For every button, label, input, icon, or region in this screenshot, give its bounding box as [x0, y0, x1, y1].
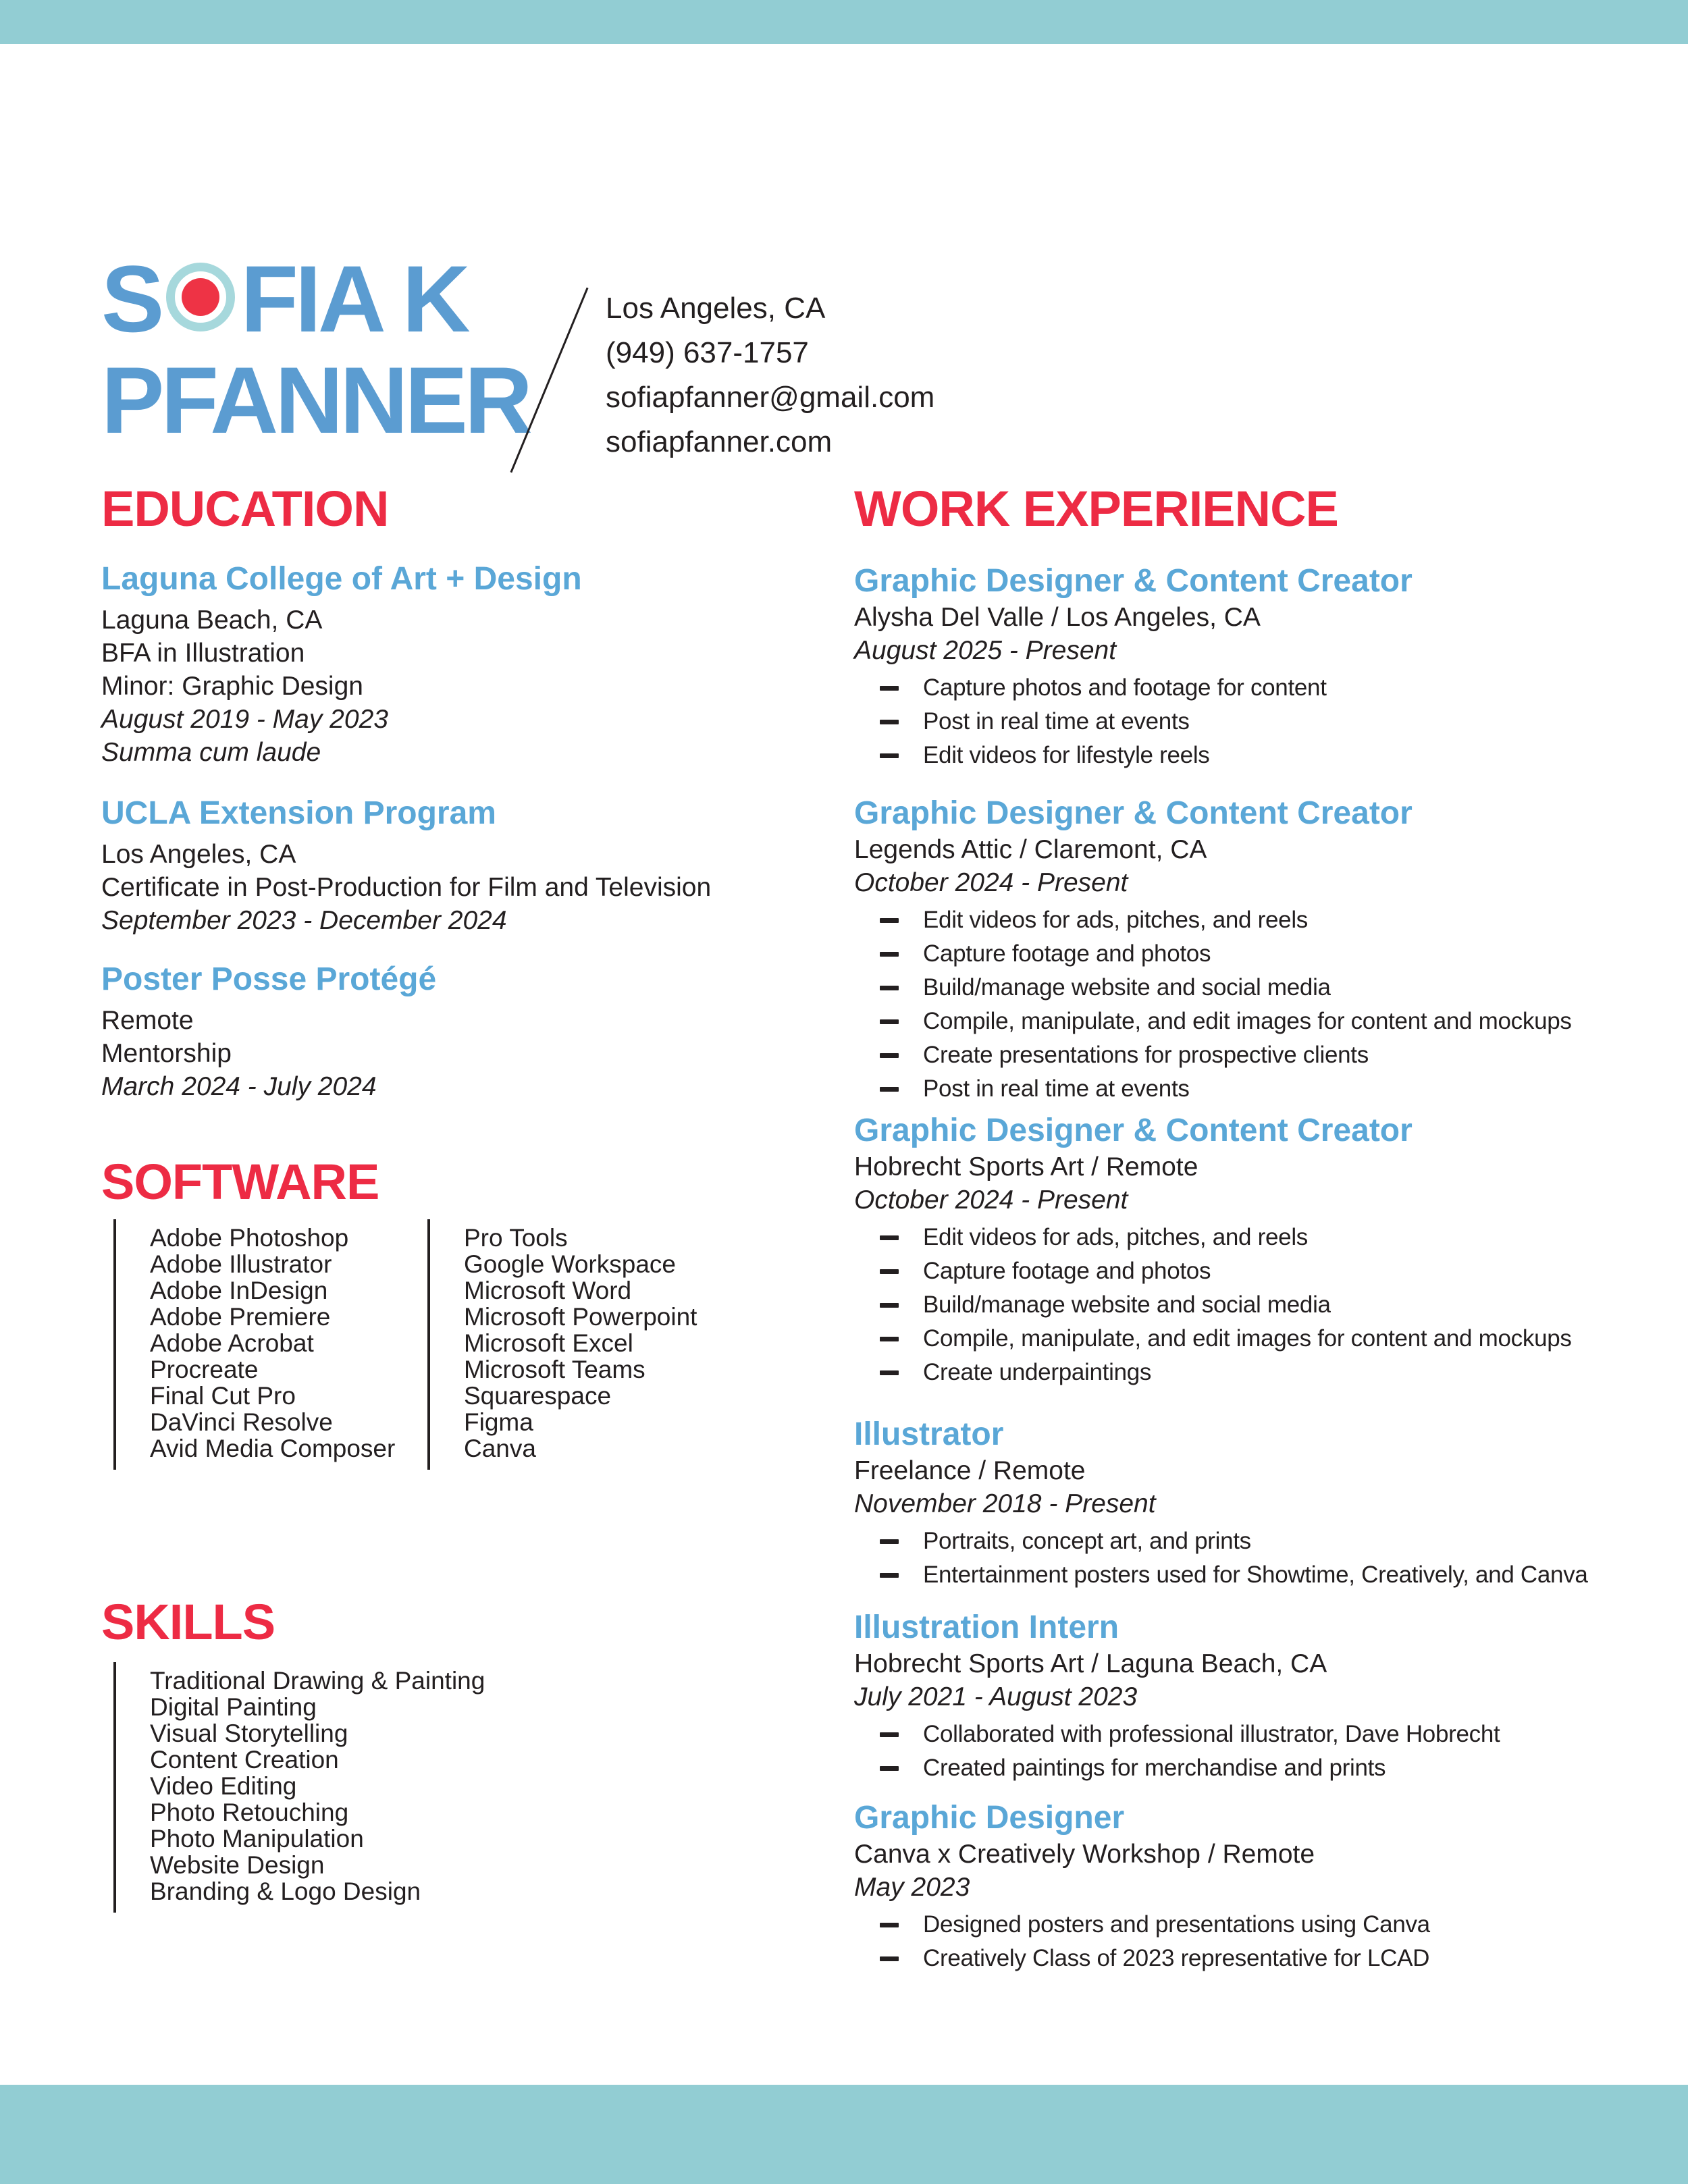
bullet-dash-icon — [880, 1573, 899, 1578]
skill-item: Branding & Logo Design — [150, 1877, 421, 1905]
job-bullets — [854, 1717, 1688, 1785]
name-line-2: PFANNER — [101, 347, 529, 453]
job-title: Graphic Designer & Content Creator — [854, 795, 1413, 831]
job-bullet: Post in real time at events — [854, 705, 1688, 739]
education-dates: September 2023 - December 2024 — [101, 906, 507, 935]
job-bullet: Compile, manipulate, and edit images for content and mockups — [854, 1005, 1688, 1038]
bullet-dash-icon — [880, 1087, 899, 1092]
education-entry — [101, 961, 851, 1103]
software-item: Google Workspace — [464, 1250, 676, 1278]
name-line-1 — [101, 248, 529, 350]
bullet-dash-icon — [880, 1019, 899, 1024]
bullet-dash-icon — [880, 986, 899, 990]
skill-item: Video Editing — [150, 1772, 297, 1800]
minor: Minor: Graphic Design — [101, 672, 363, 701]
job-dates: October 2024 - Present — [854, 1186, 1128, 1215]
page-title — [101, 248, 529, 451]
contact-website: sofiapfanner.com — [606, 425, 833, 458]
job-title: Illustrator — [854, 1416, 1004, 1452]
name-line1-post: FIA K — [240, 246, 467, 352]
school-name: UCLA Extension Program — [101, 795, 496, 831]
job-bullets — [854, 1221, 1688, 1389]
skill-item: Digital Painting — [150, 1693, 317, 1721]
program-type: Mentorship — [101, 1039, 232, 1068]
job-bullet: Build/manage website and social media — [854, 971, 1688, 1005]
job-bullet: Collaborated with professional illustrator, Dave Hobrecht — [854, 1717, 1688, 1751]
job-bullets — [854, 671, 1688, 772]
job-bullet: Compile, manipulate, and edit images for content and mockups — [854, 1322, 1688, 1356]
job-bullet: Create underpaintings — [854, 1356, 1688, 1389]
job-bullet: Capture footage and photos — [854, 1254, 1688, 1288]
contact-email: sofiapfanner@gmail.com — [606, 381, 935, 414]
job-entry — [854, 1801, 1688, 1975]
software-item: Adobe Photoshop — [150, 1224, 349, 1252]
work-experience-heading: WORK EXPERIENCE — [854, 481, 1338, 537]
job-bullets — [854, 1908, 1688, 1975]
software-column-2 — [427, 1219, 697, 1470]
job-dates: July 2021 - August 2023 — [854, 1682, 1138, 1711]
school-location: Los Angeles, CA — [101, 840, 296, 869]
job-company: Hobrecht Sports Art / Laguna Beach, CA — [854, 1649, 1327, 1678]
skills-heading: SKILLS — [101, 1594, 275, 1650]
bullet-dash-icon — [880, 1235, 899, 1240]
bullet-dash-icon — [880, 1766, 899, 1771]
top-accent-band — [0, 0, 1688, 44]
software-item: Avid Media Composer — [150, 1435, 396, 1462]
job-company: Alysha Del Valle / Los Angeles, CA — [854, 603, 1261, 632]
job-company: Canva x Creatively Workshop / Remote — [854, 1840, 1315, 1869]
contact-phone: (949) 637-1757 — [606, 336, 809, 369]
job-title: Graphic Designer & Content Creator — [854, 1113, 1413, 1148]
honors: Summa cum laude — [101, 738, 321, 767]
skill-item: Content Creation — [150, 1746, 339, 1774]
bullet-dash-icon — [880, 952, 899, 957]
job-bullets — [854, 1524, 1688, 1592]
job-entry — [854, 1418, 1688, 1592]
software-item: Squarespace — [464, 1382, 612, 1410]
job-bullet: Edit videos for lifestyle reels — [854, 739, 1688, 772]
education-entry — [101, 560, 851, 769]
job-bullet: Entertainment posters used for Showtime, Creatively, and Canva — [854, 1558, 1688, 1592]
software-heading: SOFTWARE — [101, 1154, 379, 1210]
bullet-dash-icon — [880, 918, 899, 923]
bullet-dash-icon — [880, 753, 899, 758]
bullet-dash-icon — [880, 1923, 899, 1927]
job-entry — [854, 1114, 1688, 1389]
software-item: Final Cut Pro — [150, 1382, 296, 1410]
software-item: Adobe Premiere — [150, 1303, 331, 1331]
job-bullet: Designed posters and presentations using Canva — [854, 1908, 1688, 1942]
software-item: DaVinci Resolve — [150, 1408, 333, 1436]
job-bullet: Edit videos for ads, pitches, and reels — [854, 903, 1688, 937]
skills-list — [101, 1662, 485, 1913]
job-title: Graphic Designer — [854, 1800, 1125, 1836]
software-item: Microsoft Teams — [464, 1356, 645, 1383]
program-location: Remote — [101, 1006, 194, 1035]
software-column-1 — [113, 1219, 427, 1470]
software-item: Microsoft Powerpoint — [464, 1303, 697, 1331]
job-bullet: Created paintings for merchandise and prints — [854, 1751, 1688, 1785]
job-entry — [854, 797, 1688, 1106]
skill-item: Photo Retouching — [150, 1799, 349, 1826]
job-bullet: Edit videos for ads, pitches, and reels — [854, 1221, 1688, 1254]
job-bullet: Capture photos and footage for content — [854, 671, 1688, 705]
job-company: Hobrecht Sports Art / Remote — [854, 1152, 1198, 1181]
certificate: Certificate in Post-Production for Film and Television — [101, 873, 712, 902]
software-item: Adobe InDesign — [150, 1277, 328, 1304]
software-item: Procreate — [150, 1356, 259, 1383]
software-lists — [101, 1219, 697, 1470]
job-dates: May 2023 — [854, 1873, 970, 1902]
skill-item: Visual Storytelling — [150, 1720, 348, 1747]
education-entry — [101, 795, 851, 937]
bullet-dash-icon — [880, 1539, 899, 1544]
software-item: Canva — [464, 1435, 536, 1462]
bullet-dash-icon — [880, 1269, 899, 1274]
job-bullet: Capture footage and photos — [854, 937, 1688, 971]
bottom-accent-band — [0, 2085, 1688, 2184]
job-bullet: Portraits, concept art, and prints — [854, 1524, 1688, 1558]
education-dates: August 2019 - May 2023 — [101, 705, 388, 734]
job-bullet: Creatively Class of 2023 representative for LCAD — [854, 1942, 1688, 1975]
job-dates: August 2025 - Present — [854, 636, 1117, 665]
software-item: Microsoft Excel — [464, 1329, 633, 1357]
job-dates: November 2018 - Present — [854, 1489, 1156, 1518]
software-item: Figma — [464, 1408, 533, 1436]
contact-location: Los Angeles, CA — [606, 292, 826, 325]
program-name: Poster Posse Protégé — [101, 961, 437, 997]
bullet-dash-icon — [880, 1053, 899, 1058]
job-entry — [854, 564, 1688, 772]
skill-item: Website Design — [150, 1851, 325, 1879]
job-company: Legends Attic / Claremont, CA — [854, 835, 1207, 864]
job-bullet: Post in real time at events — [854, 1072, 1688, 1106]
school-name: Laguna College of Art + Design — [101, 561, 582, 597]
software-item: Adobe Illustrator — [150, 1250, 332, 1278]
job-dates: October 2024 - Present — [854, 868, 1128, 897]
job-bullet: Build/manage website and social media — [854, 1288, 1688, 1322]
job-company: Freelance / Remote — [854, 1456, 1086, 1485]
job-entry — [854, 1611, 1688, 1785]
bullet-dash-icon — [880, 1303, 899, 1308]
school-location: Laguna Beach, CA — [101, 606, 323, 635]
education-heading: EDUCATION — [101, 481, 389, 537]
bullet-dash-icon — [880, 686, 899, 691]
job-title: Illustration Intern — [854, 1609, 1119, 1645]
job-bullets — [854, 903, 1688, 1106]
education-dates: March 2024 - July 2024 — [101, 1072, 377, 1101]
contact-block — [606, 286, 934, 464]
job-bullet: Create presentations for prospective clients — [854, 1038, 1688, 1072]
bullet-dash-icon — [880, 1732, 899, 1737]
software-item: Adobe Acrobat — [150, 1329, 314, 1357]
bullet-dash-icon — [880, 720, 899, 724]
logo-dot-icon — [182, 278, 219, 316]
degree: BFA in Illustration — [101, 639, 305, 668]
software-item: Pro Tools — [464, 1224, 568, 1252]
bullet-dash-icon — [880, 1370, 899, 1375]
skills-column — [113, 1662, 485, 1913]
skill-item: Traditional Drawing & Painting — [150, 1667, 485, 1695]
skill-item: Photo Manipulation — [150, 1825, 364, 1853]
bullet-dash-icon — [880, 1956, 899, 1961]
bullet-dash-icon — [880, 1337, 899, 1341]
name-line1-pre: S — [101, 246, 161, 352]
job-title: Graphic Designer & Content Creator — [854, 563, 1413, 599]
software-item: Microsoft Word — [464, 1277, 632, 1304]
logo-target-icon — [166, 263, 235, 331]
